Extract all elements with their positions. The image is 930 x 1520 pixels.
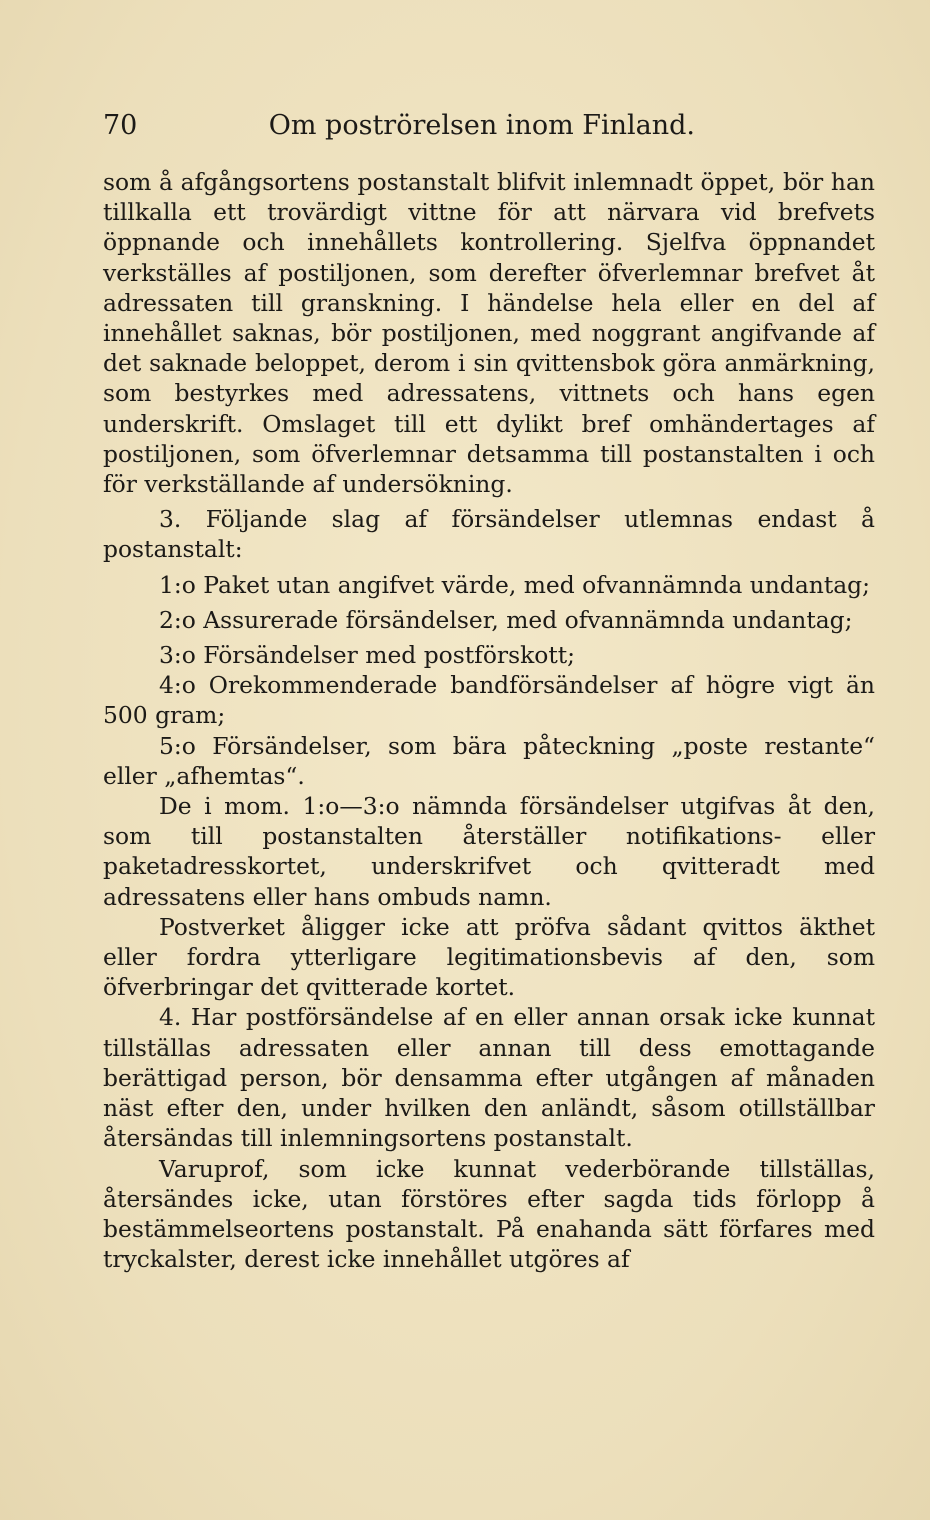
list-item-4: 4:o Orekommenderade bandförsändelser af högre vigt än 500 gram; (103, 671, 875, 730)
running-title: Om poströrelsen inom Finland. (268, 110, 695, 141)
list-item-3: 3:o Försändelser med postförskott; (159, 641, 576, 670)
paragraph-postverket: Postverket åligger icke att pröfva sådant qvittos äkthet eller fordra ytterligare legitimationsbevis af den, som öfverbringar det qvitterade kortet. (103, 912, 875, 1002)
paragraph-varuprof: Varuprof, som icke kunnat vederbörande tillställas, återsändes icke, utan förstöres efter sagda tids förlopp å bestämmelseortens postanstalt. På enahanda sätt förfares med tryckalster, derest icke innehållet utgöres af (103, 1154, 875, 1274)
list-item-2: 2:o Assurerade försändelser, med ofvannämnda undantag; (159, 605, 853, 634)
list-item-5: 5:o Försändelser, som bära påteckning „poste restante“ eller „afhemtas“. (103, 731, 875, 790)
page-header (103, 106, 695, 146)
paragraph-section-4: 4. Har postförsändelse af en eller annan orsak icke kunnat tillställas adressaten eller annan till dess emottagande berättigad person, bör densamma efter utgången af månaden näst efter den, under hvilken den anländt, såsom otillställbar återsändas till inlemningsortens postanstalt. (103, 1003, 875, 1153)
page-number: 70 (103, 110, 138, 141)
paragraph-mom: De i mom. 1:o—3:o nämnda försändelser utgifvas åt den, som till postanstalten återställer notifikations- eller paketadresskortet, underskrifvet och qvitteradt med adressatens eller hans ombuds namn. (103, 792, 875, 911)
paragraph-section-3: 3. Följande slag af försändelser utlemnas endast å postanstalt: (103, 505, 875, 564)
paragraph-continuation: som å afgångsortens postanstalt blifvit inlemnadt öppet, bör han tillkalla ett trovärdigt vittne för att närvara vid brefvets öppnande och innehållets kontrollering. Sjelfva öppnandet verkställes af postiljonen, som derefter öfverlemnar brefvet åt adressaten till granskning. I händelse hela eller en del af innehållet saknas, bör postiljonen, med noggrant angifvande af det saknade beloppet, derom i sin qvittensbok göra anmärkning, som bestyrkes med adressatens, vittnets och hans egen underskrift. Omslaget till ett dylikt bref omhändertages af postiljonen, som öfverlemnar detsamma till postanstalten i och för verkställande af undersökning. (103, 168, 875, 499)
list-item-1: 1:o Paket utan angifvet värde, med ofvannämnda undantag; (159, 570, 871, 599)
body-text (103, 167, 875, 1274)
